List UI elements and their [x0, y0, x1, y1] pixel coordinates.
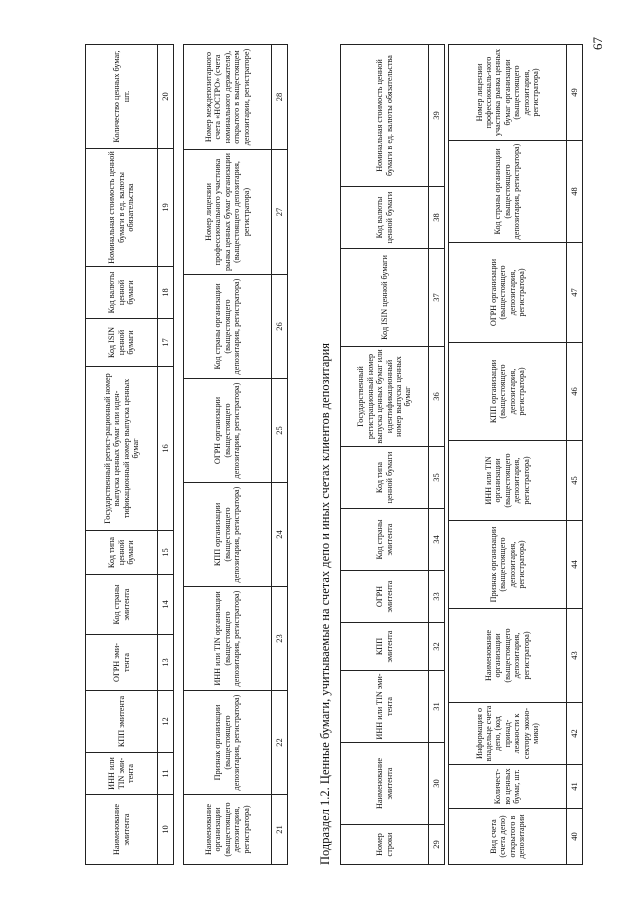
header-cell: ИНН или TIN эми-тента: [86, 753, 158, 795]
column-number: 21: [272, 795, 288, 865]
column-number: 16: [158, 367, 174, 531]
column-number: 46: [567, 343, 583, 441]
column-number: 17: [158, 319, 174, 367]
header-row: [86, 45, 158, 865]
header-cell: Наименование организации (выщестоящего депозитария, регистратора): [449, 609, 567, 703]
column-number: 43: [567, 609, 583, 703]
column-number: 30: [429, 743, 445, 825]
header-cell: ИНН или TIN организации (выщестоящего депозитария, регистратора): [449, 441, 567, 521]
column-number: 40: [567, 809, 583, 865]
header-cell: Код ISIN ценной бумаги: [86, 319, 158, 367]
column-number: 11: [158, 753, 174, 795]
header-cell: Код типа ценной бумаги: [86, 531, 158, 575]
column-number: 35: [429, 447, 445, 509]
header-cell: Номинальная стоимость ценной бумаги в ед. валюты обязательства: [341, 45, 429, 187]
column-number: 47: [567, 243, 583, 343]
column-number: 29: [429, 825, 445, 865]
column-number: 39: [429, 45, 445, 187]
header-cell: Код валюты ценной бумаги: [86, 267, 158, 319]
header-cell: Код страны эмитента: [86, 575, 158, 635]
header-cell: Номер лицензии профессионального участника рынка ценных бумаг организации (выщестоящего депозитария, регистратора): [184, 150, 272, 275]
column-number: 49: [567, 45, 583, 141]
header-cell: КПП эмитента: [86, 691, 158, 753]
header-cell: Номер междепозитарного счета «НОСТРО» (счета номинального держателя), открытого в выщестоящем депозитарии, регистраторе): [184, 45, 272, 150]
column-number: 19: [158, 149, 174, 267]
column-number: 20: [158, 45, 174, 149]
column-number: 48: [567, 141, 583, 243]
header-cell: ОГРН эмитента: [341, 571, 429, 623]
header-cell: Код страны организации (выщестоящего депозитария, регистратора): [184, 275, 272, 379]
column-number: 10: [158, 795, 174, 865]
header-cell: ОГРН организации (выщестоящего депозитария, регистратора): [184, 379, 272, 483]
header-cell: КПП организации (выщестоящего депозитария, регистратора): [449, 343, 567, 441]
header-cell: КПП эмитента: [341, 623, 429, 671]
header-cell: Наименование эмитента: [86, 795, 158, 865]
column-number: 15: [158, 531, 174, 575]
header-cell: ИНН или TIN организации (выщестоящего депозитария, регистратора): [184, 587, 272, 691]
column-number: 38: [429, 187, 445, 249]
column-number-row: [567, 45, 583, 865]
subsection-title: Подраздел 1.2. Ценные бумаги, учитываемые на счетах депо и иных счетах клиентов депозитария: [318, 342, 332, 865]
column-number: 22: [272, 691, 288, 795]
header-cell: Наименование организации (выщестоящего депозитария, регистратора): [184, 795, 272, 865]
header-cell: Номер строки: [341, 825, 429, 865]
column-number: 32: [429, 623, 445, 671]
column-number: 36: [429, 347, 445, 447]
header-cell: Код типа ценной бумаги: [341, 447, 429, 509]
column-number-row: [429, 45, 445, 865]
header-cell: Код валюты ценной бумаги: [341, 187, 429, 249]
column-number: 26: [272, 275, 288, 379]
header-row: [341, 45, 429, 865]
header-cell: ИНН или TIN эми-тента: [341, 671, 429, 743]
header-cell: Номер лицензии профессиональ-ного участника рынка ценных бумаг организации (выщестоящего депозитария, регистратора): [449, 45, 567, 141]
column-number: 34: [429, 509, 445, 571]
header-cell: КПП организации (выщестоящего депозитария, регистратора): [184, 483, 272, 587]
column-number: 45: [567, 441, 583, 521]
column-number: 37: [429, 249, 445, 347]
header-cell: Признак организации (выщестоящего депозитария, регистратора): [449, 521, 567, 609]
securities-table: [340, 44, 445, 865]
header-cell: Код страны организации (выщестоящего депозитария, регистратора): [449, 141, 567, 243]
header-row: [449, 45, 567, 865]
header-row: [184, 45, 272, 865]
column-number: 33: [429, 571, 445, 623]
column-number-row: [158, 45, 174, 865]
column-number: 31: [429, 671, 445, 743]
header-cell: Количество ценных бумаг, шт.: [86, 45, 158, 149]
column-number: 28: [272, 45, 288, 150]
header-cell: Признак организации (выщестоящего депозитария, регистратора): [184, 691, 272, 795]
column-number: 13: [158, 635, 174, 691]
column-number-row: [272, 45, 288, 865]
column-number: 27: [272, 150, 288, 275]
header-cell: Информация о владельце счета депо, (код принад-лежности к сектору эконо-мики): [449, 703, 567, 765]
issuer-table: [85, 44, 174, 865]
header-cell: ОГРН эми-тента: [86, 635, 158, 691]
column-number: 44: [567, 521, 583, 609]
column-number: 18: [158, 267, 174, 319]
column-number: 12: [158, 691, 174, 753]
depository-table: [183, 44, 288, 865]
header-cell: Код страны эмитента: [341, 509, 429, 571]
accounts-table: [448, 44, 583, 865]
page-number: 67: [590, 37, 605, 50]
column-number: 25: [272, 379, 288, 483]
header-cell: Государственный регистрационный номер выпуска ценных бумаг или идентификационный номер выпуска ценных бумаг: [341, 347, 429, 447]
column-number: 24: [272, 483, 288, 587]
header-cell: Наименование эмитента: [341, 743, 429, 825]
header-cell: Количест-во ценных бумаг, шт.: [449, 765, 567, 809]
column-number: 23: [272, 587, 288, 691]
header-cell: Вид счета (счета депо) открытого в депозитарии: [449, 809, 567, 865]
header-cell: Код ISIN ценной бумаги: [341, 249, 429, 347]
column-number: 14: [158, 575, 174, 635]
column-number: 41: [567, 765, 583, 809]
header-cell: Государственный регист-рационный номер выпуска ценных бумаг или иден-тификационный номер выпуска ценных бумаг: [86, 367, 158, 531]
header-cell: Номинальная стоимость ценной бумаги в ед. валюты обязательства: [86, 149, 158, 267]
header-cell: ОГРН организации (выщестоящего депозитария, регистратора): [449, 243, 567, 343]
column-number: 42: [567, 703, 583, 765]
